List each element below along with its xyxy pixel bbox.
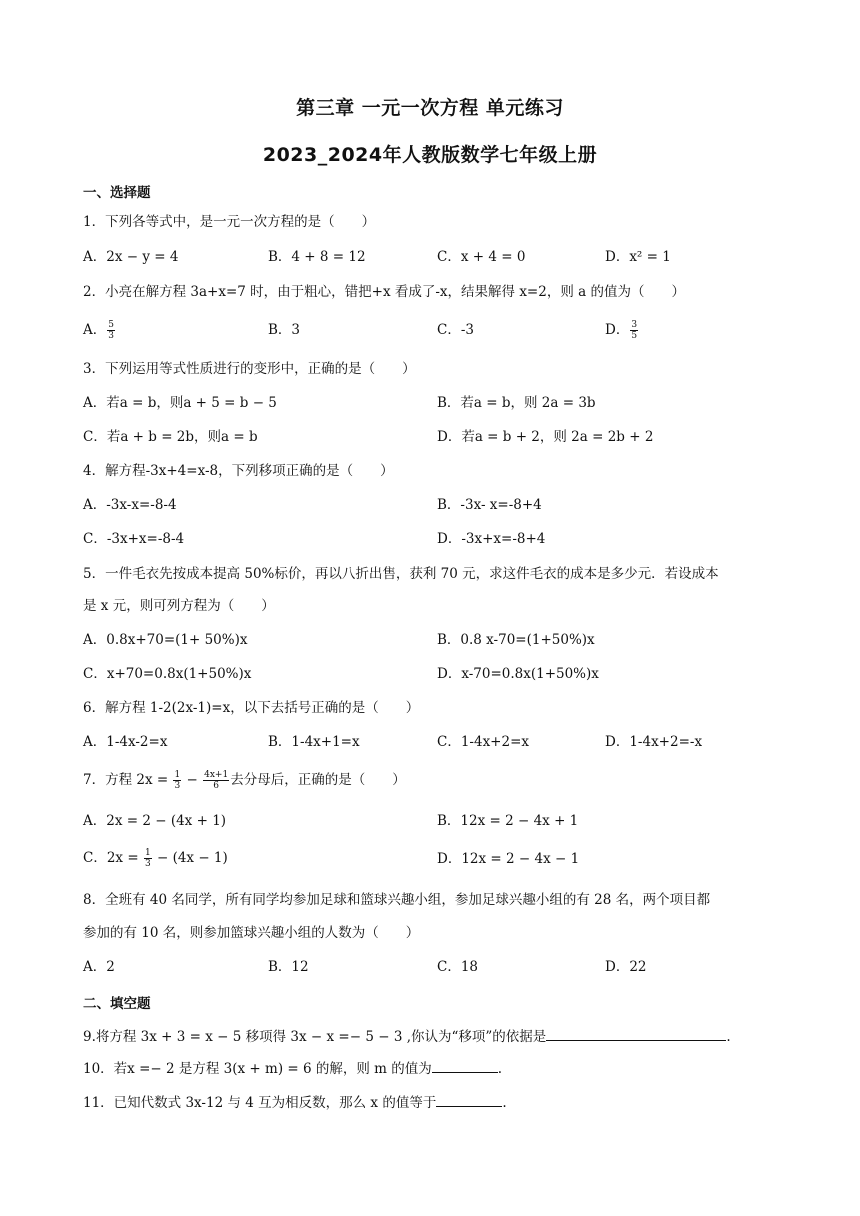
section-heading-choice: 一、选择题 [83, 185, 151, 201]
answer-blank[interactable] [436, 1092, 502, 1107]
question-7-option-c [83, 848, 228, 869]
question-5-option-a: A．0.8x+70=(1+ 50%)x [83, 632, 248, 648]
question-1-option-b: B．4 + 8 = 12 [268, 249, 366, 265]
question-9-text: 9.将方程 3x + 3 = x − 5 移项得 3x − x =− 5 − 3 ,你认为“移项”的依据是 [83, 1029, 547, 1045]
question-5-option-c: C．x+70=0.8x(1+50%)x [83, 666, 252, 682]
question-2-stem: 2．小亮在解方程 3a+x=7 时，由于粗心，错把+x 看成了-x，结果解得 x=2，则 a 的值为（ ） [83, 284, 685, 300]
question-8-option-d: D．22 [605, 959, 647, 975]
question-5-option-b: B．0.8 x-70=(1+50%)x [437, 632, 595, 648]
fraction-4x-plus-1-over-6 [203, 770, 229, 791]
period: . [497, 1061, 503, 1077]
question-1-option-a: A．2x − y = 4 [83, 249, 179, 265]
question-3-option-d: D．若a = b + 2，则 2a = 2b + 2 [437, 429, 654, 445]
numerator: 5 [108, 320, 114, 330]
question-4-option-d: D．-3x+x=-8+4 [437, 531, 546, 547]
stem-prefix: 7．方程 2x = [83, 772, 173, 788]
question-3-option-a: A．若a = b，则a + 5 = b − 5 [83, 395, 277, 411]
question-8-option-c: C．18 [437, 959, 479, 975]
denominator: 3 [108, 331, 114, 341]
period: . [726, 1029, 731, 1045]
option-c-prefix: C．2x = [83, 850, 143, 866]
question-9 [83, 1026, 731, 1047]
question-4-option-c: C．-3x+x=-8-4 [83, 531, 185, 547]
question-5-stem-line-2: 是 x 元，则可列方程为（ ） [83, 598, 275, 614]
answer-blank[interactable] [432, 1058, 498, 1073]
question-6-option-a: A．1-4x-2=x [83, 734, 168, 750]
question-3-stem: 3．下列运用等式性质进行的变形中，正确的是（ ） [83, 361, 416, 377]
stem-suffix: 去分母后，正确的是（ ） [230, 772, 406, 788]
question-4-option-b: B．-3x- x=-8+4 [437, 497, 542, 513]
question-7-option-a: A．2x = 2 − (4x + 1) [83, 813, 227, 829]
question-2-option-d [605, 320, 639, 341]
answer-blank[interactable] [546, 1026, 726, 1041]
option-c-suffix: − (4x − 1) [152, 850, 228, 866]
question-6-option-c: C．1-4x+2=x [437, 734, 530, 750]
fraction [630, 320, 638, 341]
question-2-option-c: C．-3 [437, 322, 474, 338]
numerator: 3 [631, 320, 638, 330]
question-11 [83, 1092, 507, 1113]
question-1-option-d: D．x² = 1 [605, 249, 671, 265]
question-2-option-a [83, 320, 116, 341]
question-2-option-b: B．3 [268, 322, 301, 338]
question-10-text: 10．若x =− 2 是方程 3(x + m) = 6 的解，则 m 的值为 [83, 1061, 432, 1077]
question-3-option-b: B．若a = b，则 2a = 3b [437, 395, 596, 411]
document-subtitle: 2023_2024年人教版数学七年级上册 [262, 144, 598, 166]
option-d-label: D． [605, 322, 630, 338]
question-7-option-d: D．12x = 2 − 4x − 1 [437, 851, 580, 867]
question-5-option-d: D．x-70=0.8x(1+50%)x [437, 666, 599, 682]
question-10 [83, 1058, 502, 1079]
question-5-stem-line-1: 5．一件毛衣先按成本提高 50%标价，再以八折出售，获利 70 元，求这件毛衣的成本是多少元．若设成本 [83, 566, 719, 582]
question-8-stem-line-2: 参加的有 10 名，则参加篮球兴趣小组的人数为（ ） [83, 925, 420, 941]
question-4-option-a: A．-3x-x=-8-4 [83, 497, 177, 513]
question-8-stem-line-1: 8．全班有 40 名同学，所有同学均参加足球和篮球兴趣小组，参加足球兴趣小组的有 28 名，两个项目都 [83, 892, 711, 908]
question-3-option-c: C．若a + b = 2b，则a = b [83, 429, 258, 445]
fraction-one-third [144, 848, 152, 869]
question-8-option-b: B．12 [268, 959, 309, 975]
period: . [502, 1095, 507, 1111]
denominator: 3 [144, 859, 151, 869]
document-title: 第三章 一元一次方程 单元练习 [296, 97, 564, 119]
fraction-one-third [173, 770, 181, 791]
question-7-option-b: B．12x = 2 − 4x + 1 [437, 813, 579, 829]
question-4-stem: 4．解方程-3x+4=x-8，下列移项正确的是（ ） [83, 463, 394, 479]
option-a-label: A． [83, 322, 107, 338]
question-6-option-b: B．1-4x+1=x [268, 734, 360, 750]
numerator: 1 [174, 770, 181, 780]
denominator: 6 [213, 781, 220, 791]
section-heading-fill: 二、填空题 [83, 996, 151, 1012]
numerator: 4x+1 [204, 770, 229, 780]
denominator: 5 [631, 331, 638, 341]
question-1-option-c: C．x + 4 = 0 [437, 249, 526, 265]
minus-sign: − [182, 772, 203, 788]
question-1-stem: 1．下列各等式中，是一元一次方程的是（ ） [83, 214, 376, 230]
numerator: 1 [144, 848, 151, 858]
question-6-option-d: D．1-4x+2=-x [605, 734, 703, 750]
question-11-text: 11．已知代数式 3x-12 与 4 互为相反数，那么 x 的值等于 [83, 1095, 437, 1111]
denominator: 3 [174, 781, 181, 791]
question-8-option-a: A．2 [83, 959, 115, 975]
question-7-stem [83, 770, 406, 791]
fraction [107, 320, 115, 341]
question-6-stem: 6．解方程 1-2(2x-1)=x，以下去括号正确的是（ ） [83, 700, 420, 716]
